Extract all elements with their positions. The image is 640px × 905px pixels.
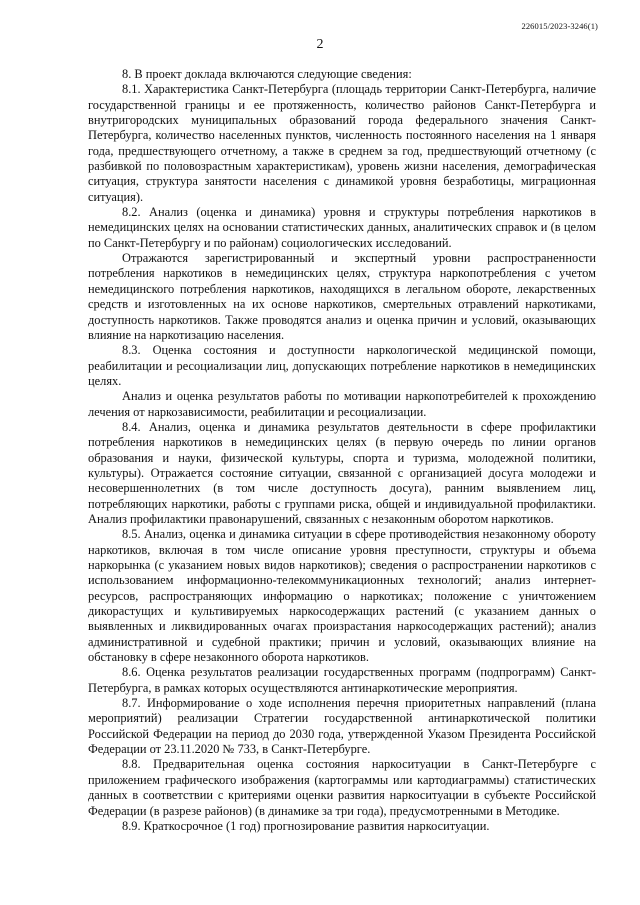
- document-registration-number: 226015/2023-3246(1): [521, 21, 598, 31]
- paragraph-8-3-details: Анализ и оценка результатов работы по мотивации наркопотребителей к прохождению лечения от наркозависимости, реабилитации и ресоциализации.: [88, 389, 596, 419]
- paragraph-8-6: 8.6. Оценка результатов реализации государственных программ (подпрограмм) Санкт-Петербурга, в рамках которых осуществляются антинаркотические мероприятия.: [88, 665, 596, 695]
- paragraph-8-2-details: Отражаются зарегистрированный и экспертный уровни распространенности потребления наркотиков в немедицинских целях, структура наркопотребления с учетом немедицинского потребления наркотиков, находящихся в легальном обороте, лекарственных средств и изготовленных на их основе наркотиков, смертельных отравлений наркотиками, доступность наркотиков. Также проводятся анализ и оценка причин и условий, оказывающих влияние на наркотизацию населения.: [88, 251, 596, 342]
- paragraph-8-9: 8.9. Краткосрочное (1 год) прогнозирование развития наркоситуации.: [122, 818, 490, 833]
- paragraph-8-3: 8.3. Оценка состояния и доступности наркологической медицинской помощи, реабилитации и ресоциализации лиц, допускающих потребление наркотиков в немедицинских целях.: [88, 343, 596, 388]
- paragraph-8-2: 8.2. Анализ (оценка и динамика) уровня и структуры потребления наркотиков в немедицинских целях на основании статистических данных, аналитических справок и (в целом по Санкт-Петербургу и по районам) социологических исследований.: [88, 205, 596, 250]
- paragraph-8-4: 8.4. Анализ, оценка и динамика результатов деятельности в сфере профилактики потребления наркотиков в немедицинских целях (в первую очередь по линии органов образования и науки, физической культуры, спорта и туризма, молодежной политики, культуры). Отражается состояние ситуации, связанной с организацией досуга молодежи и несовершеннолетних (в том числе доступность досуга), ранним выявлением лиц, потребляющих наркотики, работы с группами риска, общей и индивидуальной профилактики. Анализ профилактики правонарушений, связанных с незаконным оборотом наркотиков.: [88, 419, 596, 526]
- paragraph-8-5: 8.5. Анализ, оценка и динамика ситуации в сфере противодействия незаконному обороту наркотиков, включая в том числе описание уровня преступности, структуры и объема наркорынка (с указанием новых видов наркотиков); сведения о распространении наркотиков с использованием информационно-телекоммуникационных технологий; анализ интернет-ресурсов, распространяющих информацию о наркотиках; положение с уничтожением дикорастущих и культивируемых наркосодержащих растений (с указанием данных о выявленных и ликвидированных очагах произрастания наркосодержащих растений); анализ административной и судебной практики; причин и условий, оказывающих влияние на обстановку в сфере незаконного оборота наркотиков.: [88, 527, 596, 665]
- page-number: 2: [316, 37, 324, 52]
- document-body: [88, 67, 596, 834]
- paragraph-8-1: 8.1. Характеристика Санкт-Петербурга (площадь территории Санкт-Петербурга, наличие государственной границы и ее протяженность, количество районов Санкт-Петербурга и внутригородских муниципальных образований города федерального значения Санкт-Петербурга, количество населенных пунктов, численность постоянного населения на 1 января года, предшествующего отчетному, а также в среднем за год, предшествующий отчетному (с разбивкой по половозрастным характеристикам), уровень жизни населения, демографическая ситуация, структура занятости населения с динамикой уровня безработицы, миграционная ситуация).: [88, 82, 596, 204]
- paragraph-8-intro: 8. В проект доклада включаются следующие сведения:: [122, 67, 412, 81]
- paragraph-8-8: 8.8. Предварительная оценка состояния наркоситуации в Санкт-Петербурге с приложением графического изображения (картограммы или картодиаграммы) статистических данных в соответствии с критериями оценки развития наркоситуации в субъекте Российской Федерации (в разрезе районов) (в динамике за три года), предусмотренными в Методике.: [88, 757, 596, 818]
- paragraph-8-7: 8.7. Информирование о ходе исполнения перечня приоритетных направлений (плана мероприятий) реализации Стратегии государственной антинаркотической политики Российской Федерации на период до 2030 года, утвержденной Указом Президента Российской Федерации от 23.11.2020 № 733, в Санкт-Петербурге.: [88, 696, 596, 757]
